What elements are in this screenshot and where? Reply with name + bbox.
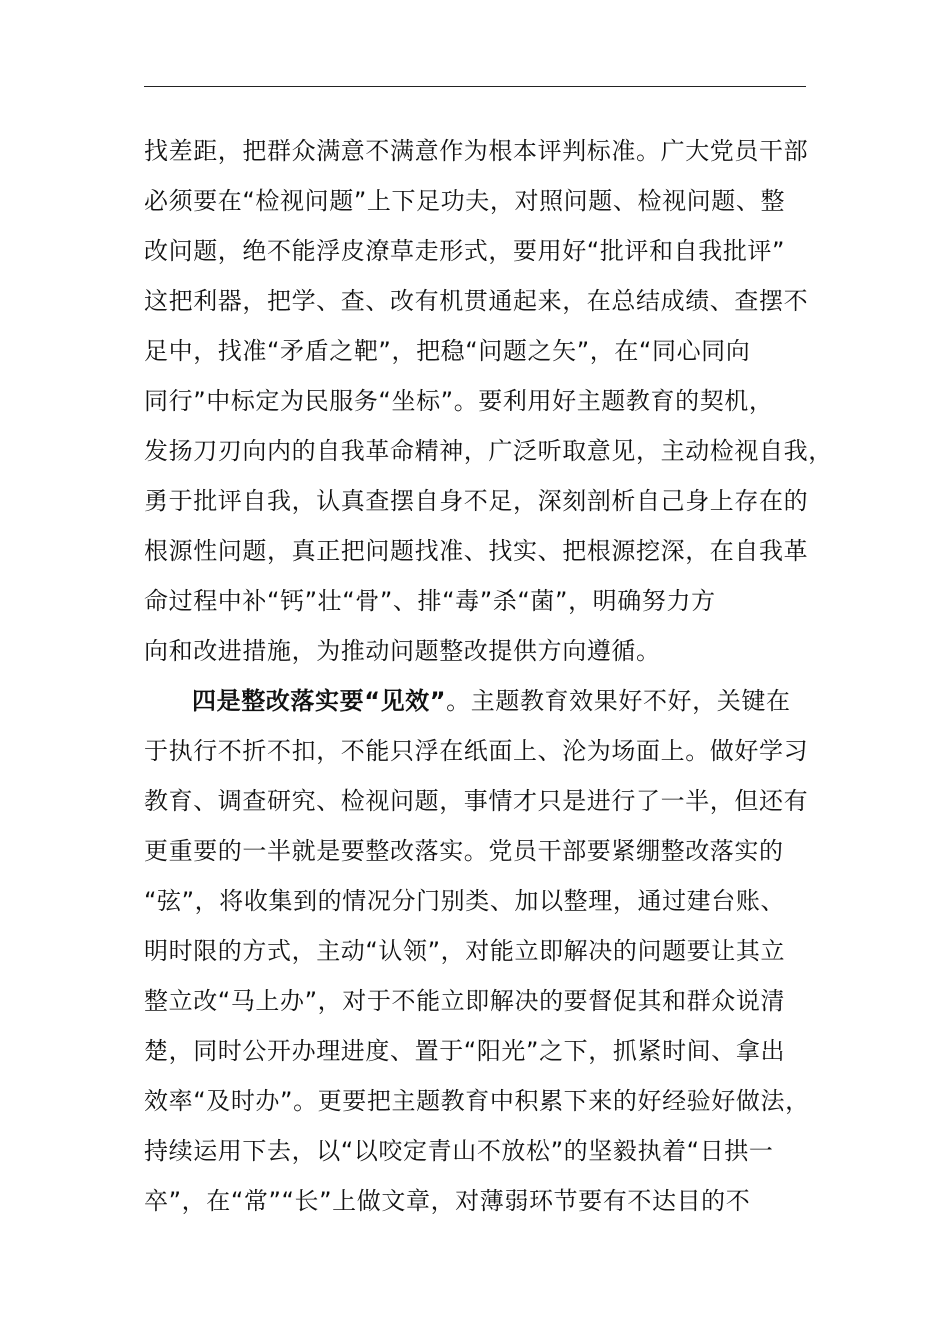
text-line: 更重要的一半就是要整改落实。党员干部要紧绷整改落实的 xyxy=(144,837,784,865)
body-text xyxy=(144,126,833,1226)
text-line: 发扬刀刃向内的自我革命精神，广泛听取意见，主动检视自我， xyxy=(144,437,833,465)
text-line: 勇于批评自我，认真查摆自身不足，深刻剖析自己身上存在的 xyxy=(144,487,809,515)
paragraph-2-first-line-rest: 。主题教育效果好不好，关键在 xyxy=(446,687,791,715)
text-line: 效率“及时办”。更要把主题教育中积累下来的好经验好做法， xyxy=(144,1087,810,1115)
text-line: 于执行不折不扣，不能只浮在纸面上、沦为场面上。做好学习 xyxy=(144,737,809,765)
text-line: 明时限的方式，主动“认领”，对能立即解决的问题要让其立 xyxy=(144,937,786,965)
text-line: 命过程中补“钙”壮“骨”、排“毒”杀“菌”，明确努力方 xyxy=(144,587,716,615)
text-line: 根源性问题，真正把问题找准、找实、把根源挖深，在自我革 xyxy=(144,537,809,565)
text-line: 同行”中标定为民服务“坐标”。要利用好主题教育的契机， xyxy=(144,387,774,415)
paragraph-heading: 四是整改落实要“见效” xyxy=(192,687,447,715)
text-line: 整立改“马上办”，对于不能立即解决的要督促其和群众说清 xyxy=(144,987,786,1015)
text-line: 这把利器，把学、查、改有机贯通起来，在总结成绩、查摆不 xyxy=(144,287,809,315)
text-line: 足中，找准“矛盾之靶”，把稳“问题之矢”，在“同心同向 xyxy=(144,337,751,365)
text-line: “弦”，将收集到的情况分门别类、加以整理，通过建台账、 xyxy=(144,887,786,915)
text-line: 持续运用下去，以“以咬定青山不放松”的坚毅执着“日拱一 xyxy=(144,1137,774,1165)
text-line: 找差距，把群众满意不满意作为根本评判标准。广大党员干部 xyxy=(144,137,809,165)
header-rule xyxy=(144,86,806,87)
text-line: 教育、调查研究、检视问题，事情才只是进行了一半，但还有 xyxy=(144,787,809,815)
text-line: 必须要在“检视问题”上下足功夫，对照问题、检视问题、整 xyxy=(144,187,786,215)
text-line: 改问题，绝不能浮皮潦草走形式，要用好“批评和自我批评” xyxy=(144,237,786,265)
text-line: 卒”，在“常”“长”上做文章，对薄弱环节要有不达目的不 xyxy=(144,1187,751,1215)
text-line: 向和改进措施，为推动问题整改提供方向遵循。 xyxy=(144,637,661,665)
text-line: 楚，同时公开办理进度、置于“阳光”之下，抓紧时间、拿出 xyxy=(144,1037,786,1065)
paragraph-2-first-line xyxy=(144,676,806,726)
